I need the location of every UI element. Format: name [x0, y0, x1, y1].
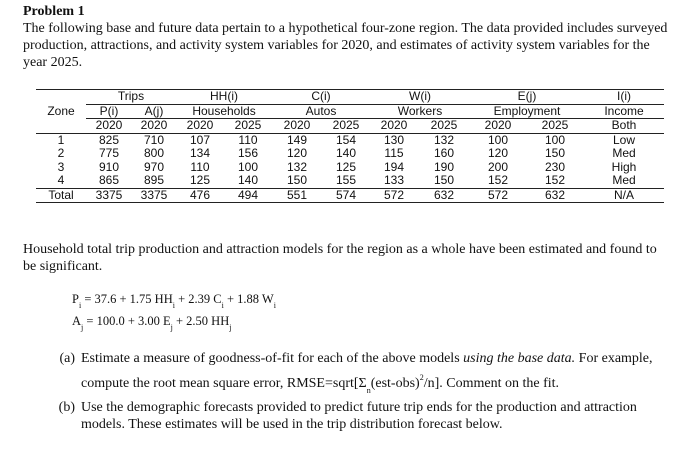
question-text: /n]. Comment on the fit.: [423, 376, 560, 391]
group-header: I(i): [584, 90, 664, 105]
eq-subscript: j: [170, 323, 173, 332]
table-cell: High: [611, 159, 637, 174]
household-paragraph: Household total trip production and attraction models for the region as a whole have been estimated and found to be significant.: [23, 242, 657, 274]
year-header: 2020: [370, 119, 418, 134]
table-cell: 632: [526, 188, 584, 203]
year-header: 2020: [470, 119, 526, 134]
table-cell: 100: [544, 132, 566, 147]
table-row: [36, 133, 664, 147]
question-text: Estimate a measure of goodness-of-fit for each of the above models: [81, 351, 464, 366]
sub-header: Households: [176, 104, 272, 119]
table-cell: 140: [224, 174, 272, 188]
table-cell: 775: [98, 146, 120, 160]
table-cell: 476: [176, 188, 224, 203]
table-cell: 154: [335, 132, 357, 147]
year-header: 2025: [418, 119, 470, 134]
eq-term: + 2.50 HH: [172, 314, 230, 328]
table-cell: 494: [224, 188, 272, 203]
sum-subscript: n: [366, 386, 371, 395]
table-cell: 572: [370, 188, 418, 203]
table-cell: 120: [286, 146, 308, 160]
year-header-row: [36, 119, 664, 134]
table-cell: 107: [189, 132, 211, 147]
table-cell: 910: [98, 159, 120, 174]
table-cell: 160: [433, 146, 455, 160]
eq-symbol: P: [72, 292, 79, 306]
year-header: 2020: [86, 119, 132, 134]
table-cell: 115: [384, 146, 404, 160]
eq-subscript: j: [81, 323, 84, 332]
table-cell: 100: [487, 132, 509, 147]
table-cell: 190: [433, 159, 455, 174]
table-cell: 155: [322, 174, 370, 188]
question-a: [23, 346, 673, 397]
square-superscript: 2: [419, 373, 424, 382]
table-cell: 150: [544, 146, 566, 160]
table-cell: 800: [143, 146, 165, 160]
table-cell: 130: [383, 132, 405, 147]
table-cell: Total: [36, 188, 86, 203]
table-row: [36, 174, 664, 188]
table-cell: 574: [322, 188, 370, 203]
sub-header-row: [36, 104, 664, 119]
intro-paragraph: The following base and future data pertain to a hypothetical four-zone region. The data provided includes surveyed production, attractions, and activity system variables for 2020, and estimates of activity system variables for the year 2025.: [23, 21, 668, 70]
question-text: (est-obs): [370, 376, 420, 391]
table-cell: 120: [487, 146, 509, 160]
table-cell: 152: [470, 174, 526, 188]
table-cell: 2: [57, 146, 65, 160]
questions-section: [23, 346, 673, 433]
table-cell: 551: [272, 188, 322, 203]
sub-header: Autos: [272, 104, 370, 119]
year-header: Both: [584, 119, 664, 134]
table-cell: 100: [237, 159, 259, 174]
problem-title: Problem 1: [23, 4, 85, 19]
table-cell: 140: [335, 146, 357, 160]
year-header: 2020: [176, 119, 224, 134]
table-cell: Med: [612, 146, 636, 160]
table-cell: 110: [190, 159, 210, 174]
table-cell: 710: [143, 132, 165, 147]
question-emphasis: using the base data.: [463, 351, 576, 366]
table-cell: 150: [418, 174, 470, 188]
year-header: 2025: [322, 119, 370, 134]
table-row: [36, 147, 664, 161]
table-cell: 970: [143, 159, 165, 174]
table-cell: 132: [286, 159, 308, 174]
table-cell: 133: [370, 174, 418, 188]
sub-header: Workers: [370, 104, 470, 119]
group-header: HH(i): [176, 90, 272, 105]
question-a-text: [81, 346, 673, 397]
group-header: C(i): [272, 90, 370, 105]
data-table-container: [36, 89, 664, 203]
table-cell: 200: [487, 159, 509, 174]
sub-header: Employment: [470, 104, 584, 119]
year-header: 2020: [272, 119, 322, 134]
table-cell: 125: [176, 174, 224, 188]
sub-header: A(j): [132, 104, 176, 119]
table-cell: 132: [433, 132, 455, 147]
table-cell: 156: [237, 146, 259, 160]
table-cell: 825: [98, 132, 120, 147]
table-cell: 152: [526, 174, 584, 188]
eq-subscript: i: [273, 301, 276, 310]
eq-term: = 100.0 + 3.00 E: [86, 314, 171, 328]
eq-term: + 2.39 C: [174, 292, 222, 306]
table-cell: 149: [286, 132, 308, 147]
attraction-equation: [72, 314, 232, 332]
sub-header: Income: [584, 104, 664, 119]
year-header: 2025: [224, 119, 272, 134]
production-equation: [72, 292, 276, 310]
table-cell: 632: [418, 188, 470, 203]
sub-header: P(i): [86, 104, 132, 119]
total-row: [36, 188, 664, 203]
table-cell: N/A: [584, 188, 664, 203]
table-cell: 3: [57, 159, 65, 174]
eq-subscript: i: [78, 301, 82, 310]
table-cell: 194: [383, 159, 405, 174]
table-cell: 895: [132, 174, 176, 188]
year-header: 2020: [132, 119, 176, 134]
question-text: For example, compute the root mean square error, RMSE=sqrt[Σ: [81, 351, 653, 391]
eq-subscript: j: [229, 323, 232, 332]
question-b: [23, 399, 673, 433]
eq-symbol: A: [72, 314, 82, 328]
table-cell: 134: [189, 146, 211, 160]
table-cell: 150: [272, 174, 322, 188]
table-cell: 4: [36, 174, 86, 188]
group-header: E(j): [470, 90, 584, 105]
question-a-label: (a): [59, 351, 75, 366]
group-header: W(i): [370, 90, 470, 105]
question-b-text: Use the demographic forecasts provided to predict future trip ends for the production and attraction models. These estimates will be used in the trip distribution forecast below.: [81, 400, 637, 432]
question-b-label: (b): [58, 400, 75, 415]
zone-header: Zone: [47, 103, 75, 118]
table-cell: 865: [86, 174, 132, 188]
data-table: [36, 89, 664, 203]
table-cell: 230: [544, 159, 566, 174]
table-cell: Med: [584, 174, 664, 188]
table-cell: 1: [57, 132, 65, 147]
table-cell: Low: [612, 132, 635, 147]
group-header: Trips: [86, 90, 176, 105]
year-header: 2025: [526, 119, 584, 134]
eq-term: = 37.6 + 1.75 HH: [84, 292, 173, 306]
eq-term: + 1.88 W: [223, 292, 274, 306]
table-cell: 3375: [86, 188, 132, 203]
table-cell: 3375: [132, 188, 176, 203]
table-cell: 125: [335, 159, 357, 174]
eq-subscript: i: [221, 301, 224, 310]
table-cell: 110: [238, 132, 258, 147]
group-header-row: [36, 90, 664, 105]
eq-subscript: i: [172, 301, 175, 310]
table-cell: 572: [470, 188, 526, 203]
table-row: [36, 161, 664, 175]
